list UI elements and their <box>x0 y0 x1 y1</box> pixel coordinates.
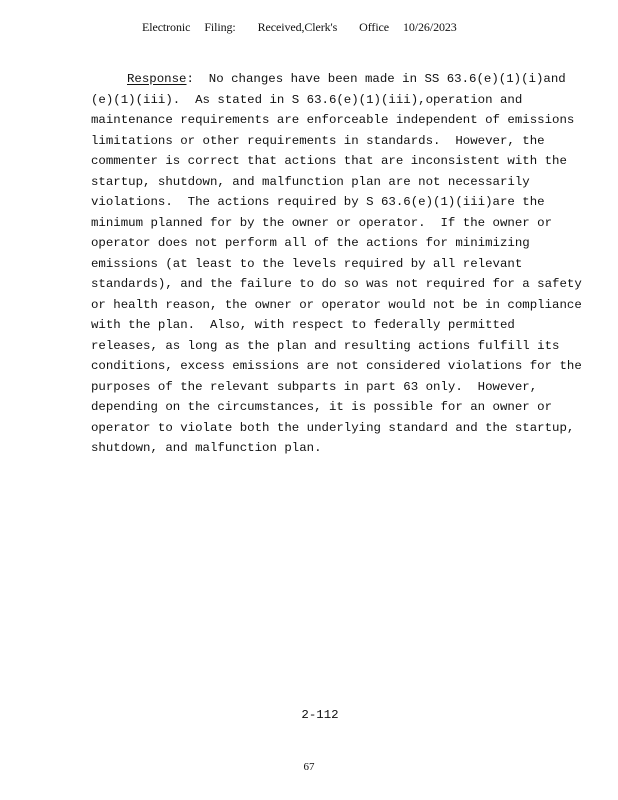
paragraph-line: (e)(1)(iii). As stated in S 63.6(e)(1)(iii),operation and <box>91 92 523 107</box>
filing-header <box>142 20 471 35</box>
paragraph-line: with the plan. Also, with respect to federally permitted <box>91 318 515 332</box>
first-line-text: : No changes have been made in SS 63.6(e)(1)(i)and <box>186 72 566 86</box>
paragraph-line: minimum planned for by the owner or operator. If the owner or <box>91 215 553 230</box>
paragraph-line: conditions, excess emissions are not considered violations for the <box>91 359 582 373</box>
header-filing: Filing: <box>204 20 236 34</box>
header-office: Office <box>359 20 389 34</box>
page-number: 2-112 <box>301 708 339 722</box>
response-paragraph <box>91 69 601 459</box>
paragraph-line: purposes of the relevant subparts in part 63 only. However, <box>91 379 538 394</box>
filing-page-number: 67 <box>303 761 315 773</box>
paragraph-line: operator to violate both the underlying standard and the startup, <box>91 420 575 435</box>
paragraph-line: operator does not perform all of the actions for minimizing <box>91 236 530 250</box>
paragraph-line: depending on the circumstances, it is possible for an owner or <box>91 400 553 414</box>
header-received: Received,Clerk's <box>257 20 338 34</box>
header-date: 10/26/2023 <box>403 20 457 34</box>
paragraph-line: releases, as long as the plan and resulting actions fulfill its <box>91 338 560 353</box>
paragraph-line <box>91 69 601 90</box>
paragraph-line: maintenance requirements are enforceable independent of emissions <box>91 113 575 127</box>
paragraph-line: startup, shutdown, and malfunction plan are not necessarily <box>91 174 530 189</box>
paragraph-line: or health reason, the owner or operator would not be in compliance <box>91 297 582 312</box>
paragraph-line: shutdown, and malfunction plan. <box>91 441 322 455</box>
header-electronic: Electronic <box>142 20 191 34</box>
response-label: Response <box>127 72 187 86</box>
paragraph-line: commenter is correct that actions that are inconsistent with the <box>91 154 567 168</box>
paragraph-line: standards), and the failure to do so was not required for a safety <box>91 277 582 291</box>
paragraph-line: emissions (at least to the levels required by all relevant <box>91 256 523 271</box>
paragraph-line: violations. The actions required by S 63.6(e)(1)(iii)are the <box>91 195 545 209</box>
paragraph-line: limitations or other requirements in standards. However, the <box>91 133 545 148</box>
